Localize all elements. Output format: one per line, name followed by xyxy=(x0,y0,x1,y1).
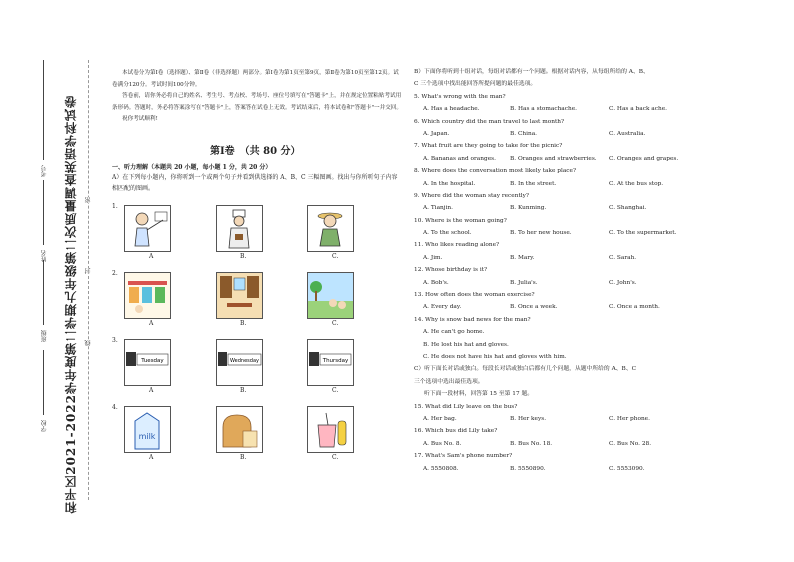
option-a: A xyxy=(149,320,154,327)
question-number: 3. xyxy=(112,337,118,344)
question-options xyxy=(414,202,684,214)
question-text: 15. What did Lily leave on the bus? xyxy=(414,403,518,410)
picture-question-1 xyxy=(112,203,402,265)
paper-title: 和平区2021-2022学年度第二学期九年级第二次质量调查英语学科试卷 xyxy=(64,95,78,514)
option-a: A. Tianjin. xyxy=(423,205,454,212)
teacher-picture xyxy=(124,205,171,252)
question-options xyxy=(414,153,684,165)
farmer-picture xyxy=(307,205,354,252)
question-text: 13. How often does the woman exercise? xyxy=(414,292,535,299)
intro-p1: 本试卷分为第Ⅰ卷（选择题）、第Ⅱ卷（非选择题）两部分。第Ⅰ卷为第1页至第9页，第Ⅱ卷为第10页至第12页。试卷满分120分。考试时间100分钟。 xyxy=(112,70,399,88)
option-b: B. xyxy=(240,320,247,327)
question-options xyxy=(414,178,684,190)
question-options xyxy=(414,413,684,425)
seal-mi: 密 xyxy=(85,197,92,203)
option-a: A. 5550808. xyxy=(423,465,459,472)
option-a: A. To the school. xyxy=(423,230,472,237)
bread-picture xyxy=(216,406,263,453)
picture-question-2 xyxy=(112,270,402,332)
q14-option-a: A. He can't go home. xyxy=(423,329,485,336)
question-options xyxy=(414,252,684,264)
option-b: B. Once a week. xyxy=(510,304,558,311)
option-b: B. xyxy=(240,253,247,260)
option-a: A. Bob's. xyxy=(423,279,449,286)
option-b: B. Bus No. 18. xyxy=(510,440,553,447)
option-c: C. xyxy=(332,253,339,260)
park-picture xyxy=(307,272,354,319)
option-a: A. Jim. xyxy=(423,254,443,261)
question-text: 16. Which bus did Lily take? xyxy=(414,428,498,435)
thursday-picture xyxy=(307,339,354,386)
option-c: C. Sarah. xyxy=(609,254,637,261)
option-a: A. Japan. xyxy=(423,130,450,137)
intro-p2: 答卷前，请你务必将自己的姓名、考生号、考点校、考场号、座位号填写在"答题卡"上，并在规定位置粘贴考试用条形码。答题时，务必将答案涂写在"答题卡"上，答案答在试卷上无效。考试结束后，将本试卷和"答题卡"一并交回。 xyxy=(112,93,402,111)
option-b: B. Oranges and strawberries. xyxy=(510,155,597,162)
day-label: Wednesday xyxy=(230,358,259,364)
question-options xyxy=(414,128,684,140)
name-line xyxy=(43,180,44,245)
name-label: 姓名 xyxy=(41,250,48,262)
instr-b-line2: C 三个选项中找出能回答所提问题的最佳选项。 xyxy=(414,81,537,88)
instr-c-line2: 三个选项中选出最佳选项。 xyxy=(414,378,484,385)
option-c: C. Her phone. xyxy=(609,415,650,422)
instr-c-line3: 听下面一段材料，回答第 15 至第 17 题。 xyxy=(424,391,534,398)
option-c: C. Oranges and grapes. xyxy=(609,155,679,162)
exam-instructions xyxy=(112,68,402,126)
q14-option-b: B. He lost his hat and gloves. xyxy=(423,341,509,348)
option-c: C. To the supermarket. xyxy=(609,230,677,237)
question-text: 17. What's Sam's phone number? xyxy=(414,453,513,460)
question-number: 4. xyxy=(112,404,118,411)
instr-c-line1: C）听下面长对话或独白。每段长对话或独白后都有几个问题，从题中所给的 A、B、C xyxy=(414,366,637,373)
school-label: 学校 xyxy=(41,420,48,432)
question-14: 14. Why is snow bad news for the man? xyxy=(414,316,531,323)
supermarket-picture xyxy=(124,272,171,319)
intro-p3: 祝你考试顺利! xyxy=(122,116,158,122)
option-c: C. xyxy=(332,387,339,394)
question-text: 11. Who likes reading alone? xyxy=(414,242,500,249)
question-options xyxy=(414,103,684,115)
right-column xyxy=(414,66,684,475)
juice-picture xyxy=(307,406,354,453)
option-a: A. In the hospital. xyxy=(423,180,476,187)
question-number: 2. xyxy=(112,270,118,277)
question-options xyxy=(414,438,684,450)
milk-text: milk xyxy=(138,432,156,441)
part1-heading: 一、听力理解（本题共 20 小题，每小题 1 分，共 20 分） xyxy=(112,164,272,171)
option-b: B. Julia's. xyxy=(510,279,538,286)
option-c: C. Shanghai. xyxy=(609,205,647,212)
option-b: B. Kunming. xyxy=(510,205,547,212)
option-c: C. xyxy=(332,454,339,461)
picture-question-3 xyxy=(112,337,402,399)
exam-no-line xyxy=(43,60,44,160)
seal-line xyxy=(88,60,89,500)
questions-15-17 xyxy=(414,401,684,475)
picture-question-4 xyxy=(112,404,402,466)
library-picture xyxy=(216,272,263,319)
option-c: C. xyxy=(332,320,339,327)
option-b: B. Her keys. xyxy=(510,415,547,422)
option-a: A. Every day. xyxy=(423,304,462,311)
option-c: C. Has a back ache. xyxy=(609,106,668,113)
question-options xyxy=(414,277,684,289)
question-text: 6. Which country did the man travel to last month? xyxy=(414,118,565,125)
class-line xyxy=(43,260,44,325)
option-a: A. Her bag. xyxy=(423,415,457,422)
tuesday-picture xyxy=(124,339,171,386)
option-b: B. xyxy=(240,454,247,461)
chef-picture xyxy=(216,205,263,252)
option-a: A xyxy=(149,253,154,260)
option-c: C. Bus No. 28. xyxy=(609,440,652,447)
option-b: B. xyxy=(240,387,247,394)
option-b: B. Mary. xyxy=(510,254,535,261)
option-c: C. At the bus stop. xyxy=(609,180,664,187)
exam-no-label: 考号 xyxy=(41,165,48,177)
option-b: B. To her new house. xyxy=(510,230,572,237)
question-text: 9. Where did the woman stay recently? xyxy=(414,192,530,199)
option-a: A xyxy=(149,454,154,461)
option-a: A. Bus No. 8. xyxy=(423,440,462,447)
questions-5-13 xyxy=(414,91,684,314)
option-a: A xyxy=(149,387,154,394)
seal-feng: 封 xyxy=(85,268,92,274)
question-text: 5. What's wrong with the man? xyxy=(414,93,506,100)
option-b: B. Has a stomachache. xyxy=(510,106,578,113)
part1-instructions: A）在下列每小题内，你将听到一个或两个句子并看到供选择的 A、B、C 三幅图画。找出与你所听句子内容相匹配的图画。 xyxy=(112,174,398,192)
option-b: B. China. xyxy=(510,130,538,137)
option-a: A. Bananas and oranges. xyxy=(423,155,496,162)
option-c: C. John's. xyxy=(609,279,637,286)
section-title: 第Ⅰ卷 （共 80 分） xyxy=(210,146,301,157)
option-c: C. 5553090. xyxy=(609,465,645,472)
option-c: C. Once a month. xyxy=(609,304,660,311)
school-line xyxy=(43,350,44,415)
day-label: Thursday xyxy=(322,358,349,364)
option-b: B. 5550890. xyxy=(510,465,546,472)
question-options xyxy=(414,301,684,313)
question-text: 7. What fruit are they going to take for the picnic? xyxy=(414,143,563,150)
question-number: 1. xyxy=(112,203,118,210)
question-options xyxy=(414,463,684,475)
option-b: B. In the street. xyxy=(510,180,557,187)
wednesday-picture xyxy=(216,339,263,386)
milk-picture xyxy=(124,406,171,453)
instr-b-line1: B）下面你将听到十组对话，每组对话都有一个问题。根据对话内容，从每组所给的 A、B、 xyxy=(414,69,649,75)
option-a: A. Has a headache. xyxy=(423,106,480,113)
question-text: 8. Where does the conversation most likely take place? xyxy=(414,168,577,175)
class-label: 班级 xyxy=(41,330,48,342)
question-options xyxy=(414,227,684,239)
q14-option-c: C. He does not have his hat and gloves with him. xyxy=(423,353,567,360)
question-text: 12. Whose birthday is it? xyxy=(414,267,488,274)
seal-xian: 线 xyxy=(85,340,92,346)
question-text: 10. Where is the woman going? xyxy=(414,217,507,224)
option-c: C. Australia. xyxy=(609,130,646,137)
day-label: Tuesday xyxy=(141,358,164,364)
